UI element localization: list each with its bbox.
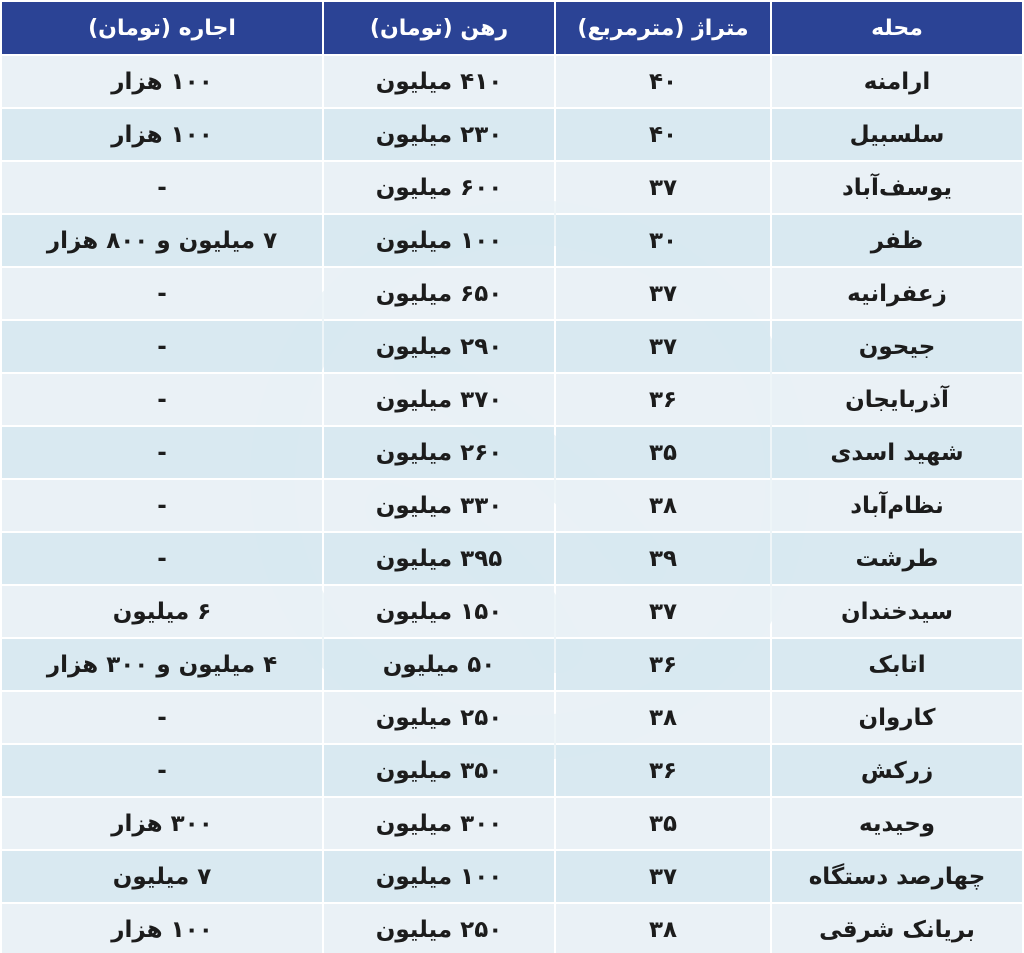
cell-deposit: ۳۷۰ میلیون — [324, 374, 554, 427]
cell-area: ۳۷ — [556, 162, 770, 215]
cell-rent: ۶ میلیون — [2, 586, 322, 639]
cell-deposit: ۳۹۵ میلیون — [324, 533, 554, 586]
cell-area: ۳۰ — [556, 215, 770, 268]
cell-area: ۴۰ — [556, 109, 770, 162]
cell-neighborhood: شهید اسدی — [772, 427, 1022, 480]
cell-neighborhood: جیحون — [772, 321, 1022, 374]
cell-deposit: ۲۶۰ میلیون — [324, 427, 554, 480]
cell-area: ۳۸ — [556, 692, 770, 745]
cell-deposit: ۲۹۰ میلیون — [324, 321, 554, 374]
cell-neighborhood: ظفر — [772, 215, 1022, 268]
cell-rent: - — [2, 374, 322, 427]
header-rent: اجاره (تومان) — [2, 2, 322, 56]
cell-neighborhood: سلسبیل — [772, 109, 1022, 162]
cell-neighborhood: کاروان — [772, 692, 1022, 745]
cell-neighborhood: بریانک شرقی — [772, 904, 1022, 953]
cell-rent: ۱۰۰ هزار — [2, 904, 322, 953]
cell-area: ۳۶ — [556, 745, 770, 798]
cell-rent: - — [2, 162, 322, 215]
cell-rent: - — [2, 745, 322, 798]
cell-deposit: ۳۳۰ میلیون — [324, 480, 554, 533]
header-area: متراژ (مترمربع) — [556, 2, 770, 56]
cell-deposit: ۲۵۰ میلیون — [324, 904, 554, 953]
cell-deposit: ۲۵۰ میلیون — [324, 692, 554, 745]
cell-rent: ۷ میلیون و ۸۰۰ هزار — [2, 215, 322, 268]
cell-rent: ۱۰۰ هزار — [2, 56, 322, 109]
cell-area: ۳۷ — [556, 321, 770, 374]
cell-neighborhood: زعفرانیه — [772, 268, 1022, 321]
cell-rent: ۷ میلیون — [2, 851, 322, 904]
cell-area: ۳۹ — [556, 533, 770, 586]
cell-deposit: ۶۰۰ میلیون — [324, 162, 554, 215]
cell-neighborhood: یوسف‌آباد — [772, 162, 1022, 215]
cell-rent: ۳۰۰ هزار — [2, 798, 322, 851]
cell-rent: - — [2, 692, 322, 745]
cell-neighborhood: آذربایجان — [772, 374, 1022, 427]
cell-neighborhood: طرشت — [772, 533, 1022, 586]
cell-neighborhood: چهارصد دستگاه — [772, 851, 1022, 904]
cell-deposit: ۱۰۰ میلیون — [324, 851, 554, 904]
cell-neighborhood: زرکش — [772, 745, 1022, 798]
cell-area: ۳۵ — [556, 427, 770, 480]
cell-deposit: ۴۱۰ میلیون — [324, 56, 554, 109]
cell-deposit: ۶۵۰ میلیون — [324, 268, 554, 321]
cell-area: ۳۶ — [556, 374, 770, 427]
cell-deposit: ۱۵۰ میلیون — [324, 586, 554, 639]
header-neighborhood: محله — [772, 2, 1022, 56]
cell-deposit: ۳۵۰ میلیون — [324, 745, 554, 798]
cell-deposit: ۵۰ میلیون — [324, 639, 554, 692]
rent-price-table — [2, 2, 1022, 951]
cell-deposit: ۲۳۰ میلیون — [324, 109, 554, 162]
cell-deposit: ۳۰۰ میلیون — [324, 798, 554, 851]
cell-neighborhood: وحیدیه — [772, 798, 1022, 851]
cell-neighborhood: ارامنه — [772, 56, 1022, 109]
cell-area: ۴۰ — [556, 56, 770, 109]
cell-rent: - — [2, 268, 322, 321]
cell-rent: - — [2, 533, 322, 586]
cell-neighborhood: سیدخندان — [772, 586, 1022, 639]
cell-area: ۳۷ — [556, 268, 770, 321]
cell-area: ۳۵ — [556, 798, 770, 851]
cell-rent: - — [2, 480, 322, 533]
cell-rent: - — [2, 427, 322, 480]
cell-neighborhood: نظام‌آباد — [772, 480, 1022, 533]
cell-deposit: ۱۰۰ میلیون — [324, 215, 554, 268]
cell-neighborhood: اتابک — [772, 639, 1022, 692]
cell-rent: ۱۰۰ هزار — [2, 109, 322, 162]
cell-area: ۳۸ — [556, 480, 770, 533]
header-deposit: رهن (تومان) — [324, 2, 554, 56]
cell-area: ۳۶ — [556, 639, 770, 692]
cell-rent: ۴ میلیون و ۳۰۰ هزار — [2, 639, 322, 692]
cell-rent: - — [2, 321, 322, 374]
cell-area: ۳۷ — [556, 851, 770, 904]
cell-area: ۳۷ — [556, 586, 770, 639]
cell-area: ۳۸ — [556, 904, 770, 953]
